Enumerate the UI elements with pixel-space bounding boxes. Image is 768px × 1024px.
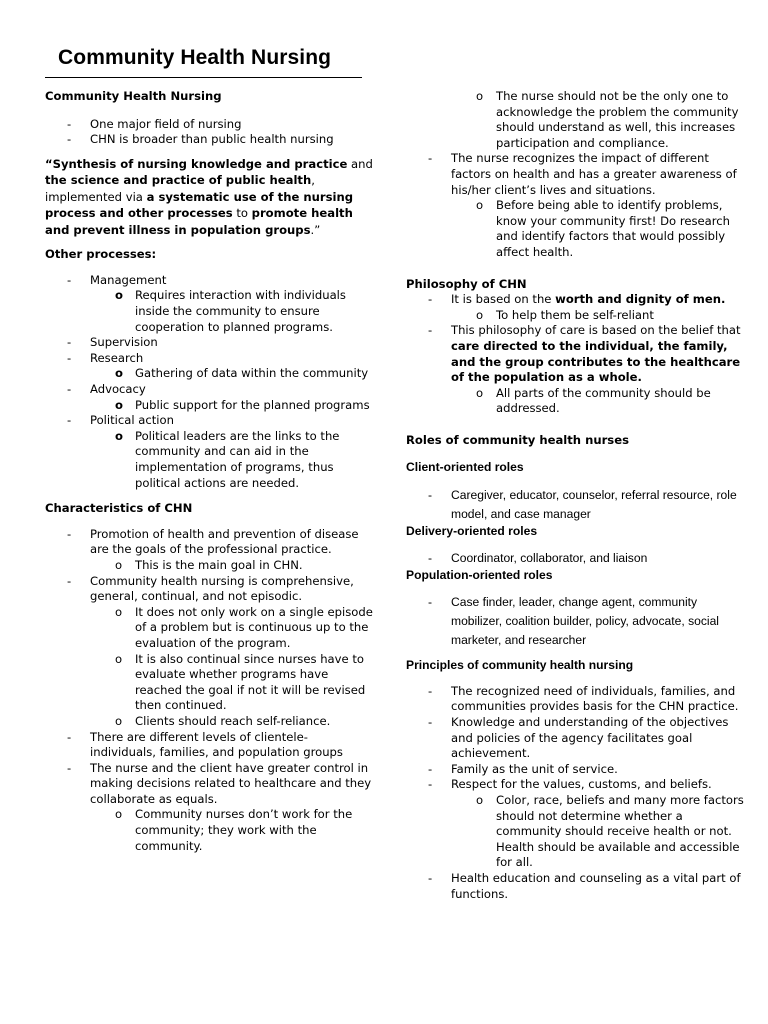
right-column [406, 89, 751, 902]
section-heading-chn: Community Health Nursing [45, 89, 222, 103]
section-heading-principles: Principles of community health nursing [406, 658, 634, 673]
list-item: - Knowledge and understanding of the objectives and policies of the agency facilitates goal achievement. [428, 715, 729, 761]
list-item: - Health education and counseling as a vital part of functions. [428, 870, 741, 901]
list-item: - Research [67, 350, 144, 365]
section-heading-roles: Roles of community health nurses [406, 432, 629, 447]
list-item: - One major field of nursing [67, 116, 242, 131]
chn-definition: “Synthesis of nursing knowledge and practice and the science and practice of public health, implemented via a systematic use of the nursing process and other processes to promote health and prevent illness in population groups.” [45, 156, 373, 237]
list-item: - It is based on the worth and dignity of men. [428, 292, 726, 307]
list-item: - Respect for the values, customs, and beliefs. [428, 777, 712, 792]
list-subitem: o Community nurses don’t work for the community; they work with the community. [115, 807, 353, 853]
list-subitem: o Public support for the planned programs [115, 397, 370, 412]
list-item: - Family as the unit of service. [428, 761, 618, 776]
list-item: - Political action [67, 413, 174, 428]
list-item: - Caregiver, educator, counselor, referral resource, role model, and case manager [428, 488, 737, 522]
list-subitem: o To help them be self-reliant [476, 307, 654, 322]
list-item: - CHN is broader than public health nursing [67, 132, 334, 147]
list-item: - Community health nursing is comprehensive, general, continual, and not episodic. [67, 573, 354, 604]
list-subitem: o This is the main goal in CHN. [115, 557, 303, 572]
list-item: - This philosophy of care is based on the belief that care directed to the individual, the family, and the group contributes to the healthcare of the population as a whole. [428, 323, 741, 385]
left-column [45, 89, 375, 854]
list-subitem: o Color, race, beliefs and many more factors should not determine whether a community should receive health or not. Health should be available and accessible for all. [476, 793, 744, 870]
list-item: - Coordinator, collaborator, and liaison [428, 550, 648, 565]
list-item: - Promotion of health and prevention of disease are the goals of the professional practice. [67, 526, 359, 557]
list-subitem: o Gathering of data within the community [115, 366, 369, 381]
list-subitem: o Requires interaction with individuals inside the community to ensure cooperation to planned programs. [115, 288, 346, 334]
list-item: - Supervision [67, 335, 158, 350]
list-subitem: o Before being able to identify problems, know your community first! Do research and identify factors that would possibly affect health. [476, 198, 730, 259]
list-subitem: o It is also continual since nurses have to evaluate whether programs have reached the goal if not it will be revised then continued. [115, 651, 366, 713]
list-subitem: o Political leaders are the links to the community and can aid in the implementation of programs, thus political actions are needed. [115, 428, 340, 490]
list-subitem: o It does not only work on a single episode of a problem but is continuous up to the evaluation of the program. [115, 604, 373, 650]
title-underline [45, 77, 362, 78]
list-item: - The nurse and the client have greater control in making decisions related to healthcare and they collaborate as equals. [67, 760, 372, 806]
list-subitem: o The nurse should not be the only one to acknowledge the problem the community should understand as well, this increases participation and compliance. [476, 89, 739, 150]
section-heading-characteristics: Characteristics of CHN [45, 501, 193, 516]
subheading-client-roles: Client-oriented roles [406, 460, 524, 475]
list-item: - Advocacy [67, 382, 146, 397]
section-heading-other-processes: Other processes: [45, 247, 157, 262]
subheading-population-roles: Population-oriented roles [406, 567, 553, 582]
list-subitem: o Clients should reach self-reliance. [115, 713, 331, 728]
list-subitem: o All parts of the community should be addressed. [476, 385, 711, 416]
subheading-delivery-roles: Delivery-oriented roles [406, 524, 538, 539]
page-title: Community Health Nursing [58, 46, 332, 69]
list-item: - There are different levels of clientele- individuals, families, and population groups [67, 729, 343, 760]
list-item: - Case finder, leader, change agent, community mobilizer, coalition builder, policy, advocate, social marketer, and researcher [428, 595, 719, 648]
list-item: - Management [67, 272, 167, 287]
section-heading-philosophy: Philosophy of CHN [406, 276, 527, 291]
list-item: - The nurse recognizes the impact of different factors on health and has a greater awareness of his/her client’s lives and situations. [428, 151, 737, 197]
list-item: - The recognized need of individuals, families, and communities provides basis for the CHN practice. [428, 683, 739, 714]
